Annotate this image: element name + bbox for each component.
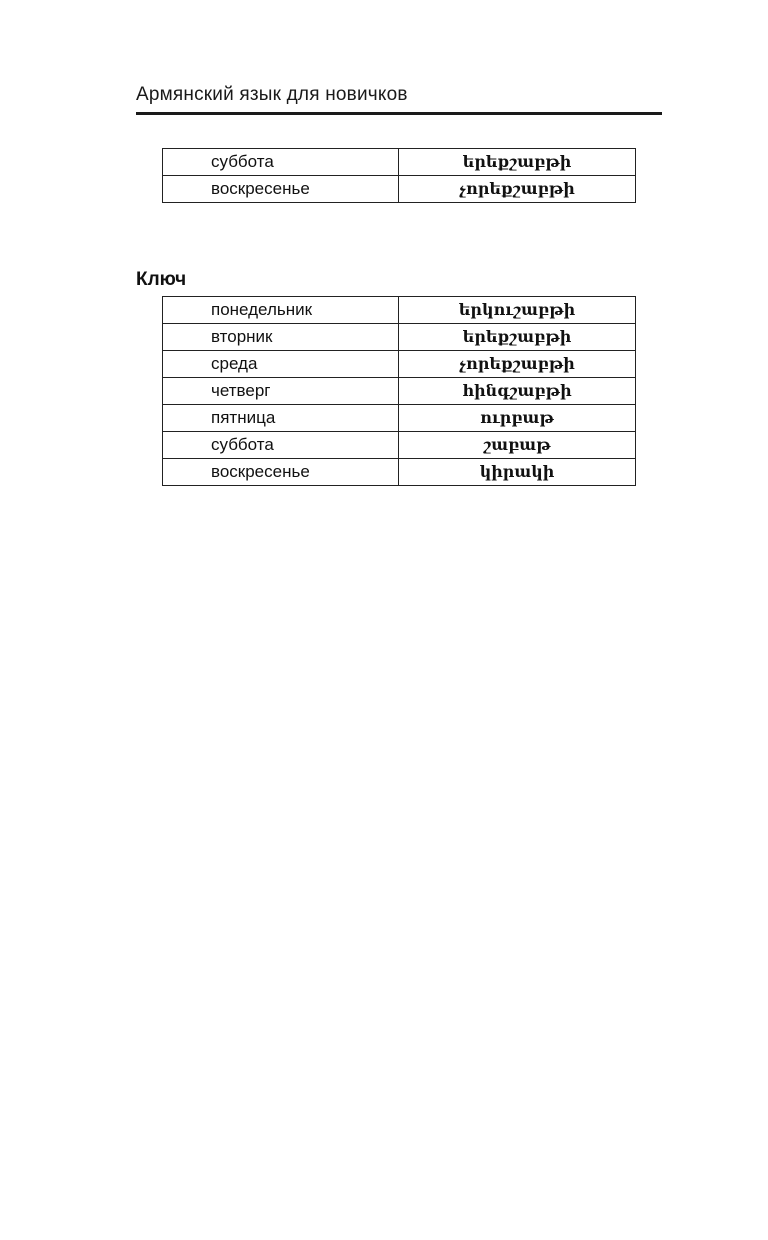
table-row	[163, 432, 636, 459]
russian-word: воскресенье	[163, 176, 399, 203]
armenian-word: շաբաթ	[399, 432, 636, 459]
russian-word: воскресенье	[163, 459, 399, 486]
book-title: Армянский язык для новичков	[136, 84, 408, 105]
exercise-table	[162, 148, 636, 203]
russian-word: пятница	[163, 405, 399, 432]
table-row	[163, 378, 636, 405]
russian-word: суббота	[163, 149, 399, 176]
key-heading: Ключ	[136, 269, 187, 290]
running-header	[136, 84, 662, 115]
armenian-word: երկուշաբթի	[399, 297, 636, 324]
answer-key-table	[162, 296, 636, 486]
table-row	[163, 405, 636, 432]
russian-word: четверг	[163, 378, 399, 405]
table-row	[163, 351, 636, 378]
armenian-word: չորեքշաբթի	[399, 176, 636, 203]
armenian-word: երեքշաբթի	[399, 324, 636, 351]
table-row	[163, 324, 636, 351]
table-row	[163, 149, 636, 176]
russian-word: вторник	[163, 324, 399, 351]
armenian-word: կիրակի	[399, 459, 636, 486]
armenian-word: հինգշաբթի	[399, 378, 636, 405]
armenian-word: ուրբաթ	[399, 405, 636, 432]
armenian-word: չորեքշաբթի	[399, 351, 636, 378]
russian-word: среда	[163, 351, 399, 378]
armenian-word: երեքշաբթի	[399, 149, 636, 176]
russian-word: понедельник	[163, 297, 399, 324]
table-row	[163, 459, 636, 486]
table-row	[163, 176, 636, 203]
russian-word: суббота	[163, 432, 399, 459]
table-row	[163, 297, 636, 324]
